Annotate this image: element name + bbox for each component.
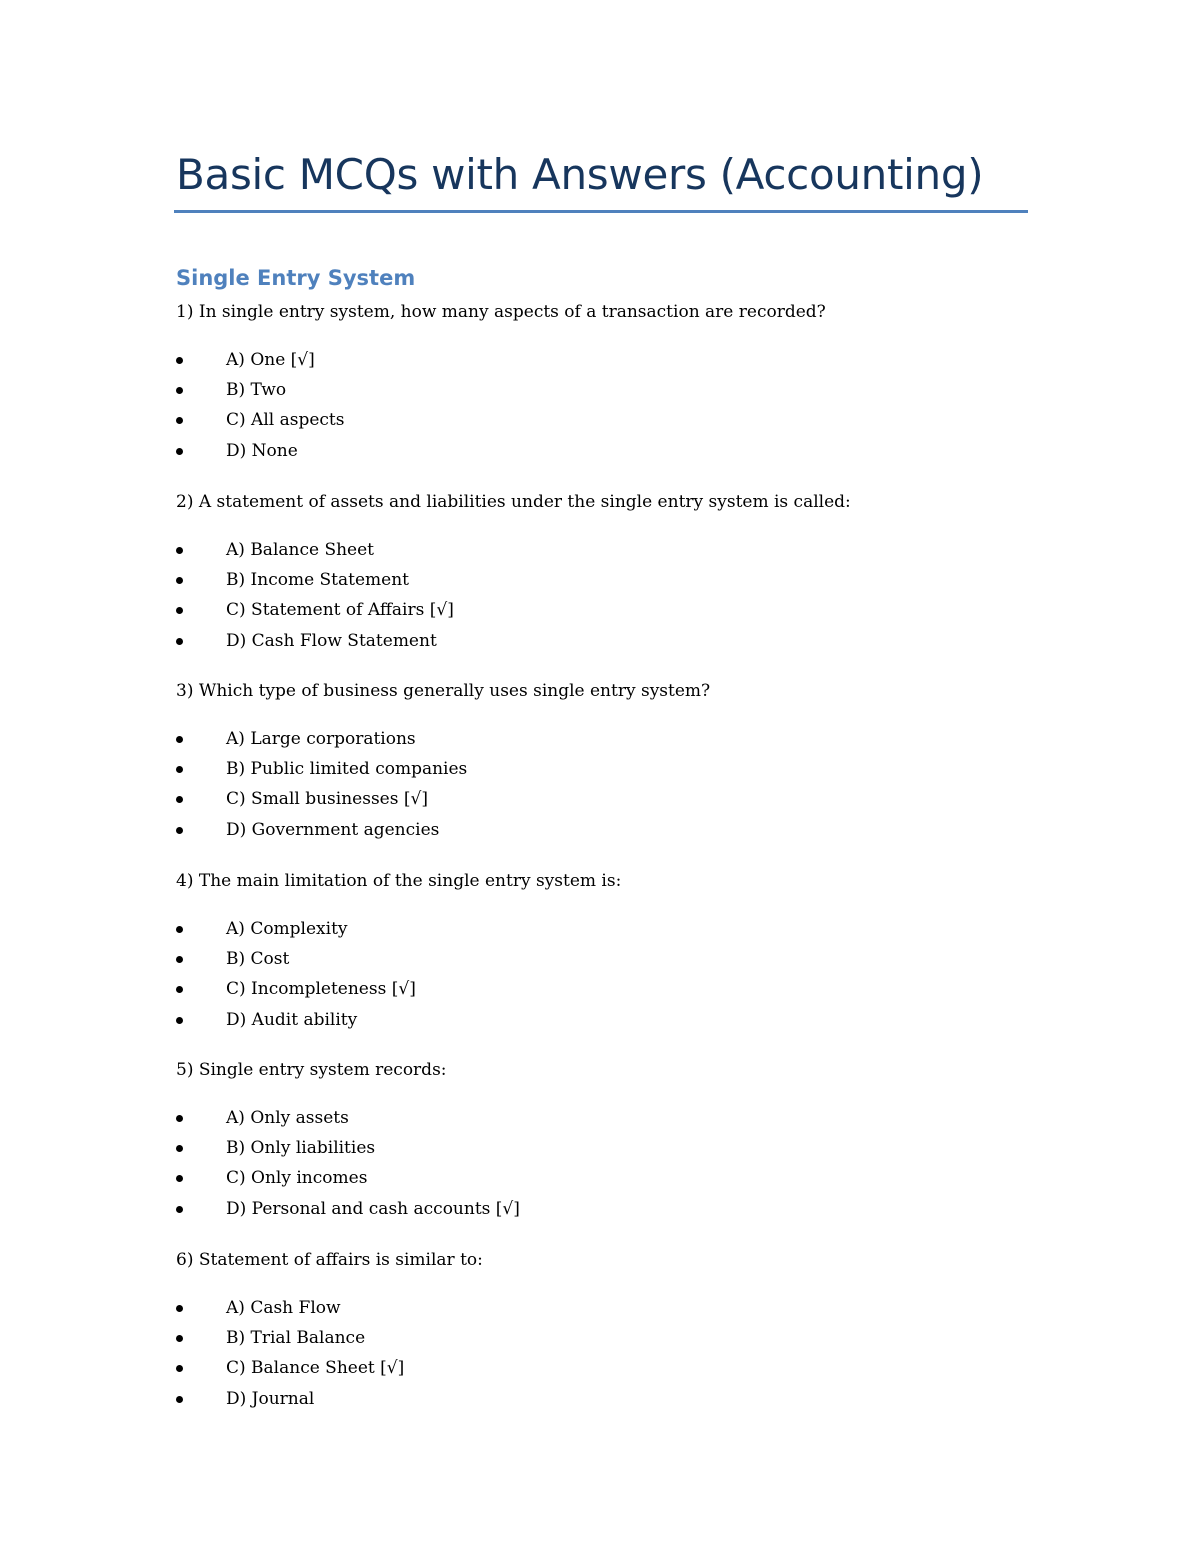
option-label: D) Government agencies (226, 820, 440, 840)
option-item (0, 1166, 900, 1192)
option-text (226, 568, 409, 592)
bullet-icon (176, 357, 183, 364)
option-label: A) Large corporations (226, 729, 416, 749)
option-text (226, 629, 437, 653)
option-item (0, 598, 900, 624)
option-item (0, 1197, 900, 1223)
bullet-icon (176, 1115, 183, 1122)
option-item (0, 629, 900, 655)
bullet-icon (176, 926, 183, 933)
option-item (0, 538, 900, 564)
option-text (226, 378, 286, 402)
option-item (0, 348, 900, 374)
option-item (0, 917, 900, 943)
option-label: B) Two (226, 380, 287, 400)
option-label: A) Cash Flow (226, 1298, 341, 1318)
option-label: A) Only assets (226, 1108, 349, 1128)
option-label: C) Balance Sheet (226, 1358, 375, 1378)
option-item (0, 378, 900, 404)
bullet-icon (176, 387, 183, 394)
correct-answer-mark: [√] (403, 789, 428, 809)
option-item (0, 568, 900, 594)
option-text (226, 1387, 314, 1411)
option-text (226, 538, 374, 562)
correct-answer-mark: [√] (290, 350, 315, 370)
option-item (0, 727, 900, 753)
option-text (226, 947, 289, 971)
option-item (0, 1106, 900, 1132)
option-label: C) Statement of Affairs (226, 600, 425, 620)
option-text (226, 439, 298, 463)
option-text (226, 1296, 341, 1320)
correct-answer-mark: [√] (495, 1199, 520, 1219)
option-item (0, 1296, 900, 1322)
section-heading: Single Entry System (176, 266, 416, 290)
question-text: 4) The main limitation of the single entry system is: (176, 871, 622, 891)
option-label: D) Audit ability (226, 1010, 358, 1030)
option-text (226, 727, 416, 751)
option-text (226, 787, 428, 811)
option-text (226, 1326, 365, 1350)
bullet-icon (176, 827, 183, 834)
correct-answer-mark: [√] (380, 1358, 405, 1378)
correct-answer-mark: [√] (391, 979, 416, 999)
option-text (226, 917, 348, 941)
option-label: D) Journal (226, 1389, 315, 1409)
option-item (0, 1326, 900, 1352)
option-label: D) Cash Flow Statement (226, 631, 437, 651)
option-label: A) One (226, 350, 286, 370)
bullet-icon (176, 1206, 183, 1213)
option-text (226, 757, 467, 781)
bullet-icon (176, 1396, 183, 1403)
option-text (226, 1008, 357, 1032)
option-label: B) Income Statement (226, 570, 409, 590)
option-text (226, 1197, 520, 1221)
bullet-icon (176, 1305, 183, 1312)
option-label: A) Complexity (226, 919, 348, 939)
document-title: Basic MCQs with Answers (Accounting) (176, 150, 984, 199)
question-text: 2) A statement of assets and liabilities under the single entry system is called: (176, 492, 851, 512)
bullet-icon (176, 766, 183, 773)
option-label: B) Only liabilities (226, 1138, 376, 1158)
option-item (0, 787, 900, 813)
option-item (0, 818, 900, 844)
bullet-icon (176, 577, 183, 584)
bullet-icon (176, 1017, 183, 1024)
option-item (0, 1356, 900, 1382)
bullet-icon (176, 736, 183, 743)
option-item (0, 947, 900, 973)
bullet-icon (176, 547, 183, 554)
option-text (226, 1106, 349, 1130)
option-label: C) Incompleteness (226, 979, 387, 999)
option-text (226, 1356, 404, 1380)
bullet-icon (176, 956, 183, 963)
bullet-icon (176, 448, 183, 455)
bullet-icon (176, 638, 183, 645)
option-label: B) Cost (226, 949, 290, 969)
bullet-icon (176, 796, 183, 803)
option-text (226, 598, 454, 622)
option-label: C) Small businesses (226, 789, 399, 809)
bullet-icon (176, 986, 183, 993)
correct-answer-mark: [√] (429, 600, 454, 620)
option-text (226, 818, 439, 842)
option-item (0, 757, 900, 783)
option-label: C) Only incomes (226, 1168, 368, 1188)
option-text (226, 977, 416, 1001)
option-item (0, 439, 900, 465)
option-text (226, 1166, 367, 1190)
option-item (0, 408, 900, 434)
bullet-icon (176, 1145, 183, 1152)
question-text: 6) Statement of affairs is similar to: (176, 1250, 483, 1270)
option-label: A) Balance Sheet (226, 540, 374, 560)
option-label: B) Trial Balance (226, 1328, 366, 1348)
bullet-icon (176, 417, 183, 424)
option-item (0, 1008, 900, 1034)
question-text: 1) In single entry system, how many aspects of a transaction are recorded? (176, 302, 826, 322)
option-item (0, 1387, 900, 1413)
option-text (226, 348, 315, 372)
option-label: B) Public limited companies (226, 759, 468, 779)
bullet-icon (176, 1175, 183, 1182)
bullet-icon (176, 607, 183, 614)
question-text: 3) Which type of business generally uses single entry system? (176, 681, 711, 701)
bullet-icon (176, 1365, 183, 1372)
option-label: C) All aspects (226, 410, 345, 430)
option-item (0, 977, 900, 1003)
option-text (226, 1136, 375, 1160)
option-item (0, 1136, 900, 1162)
option-label: D) None (226, 441, 298, 461)
bullet-icon (176, 1335, 183, 1342)
question-text: 5) Single entry system records: (176, 1060, 447, 1080)
option-label: D) Personal and cash accounts (226, 1199, 491, 1219)
option-text (226, 408, 344, 432)
